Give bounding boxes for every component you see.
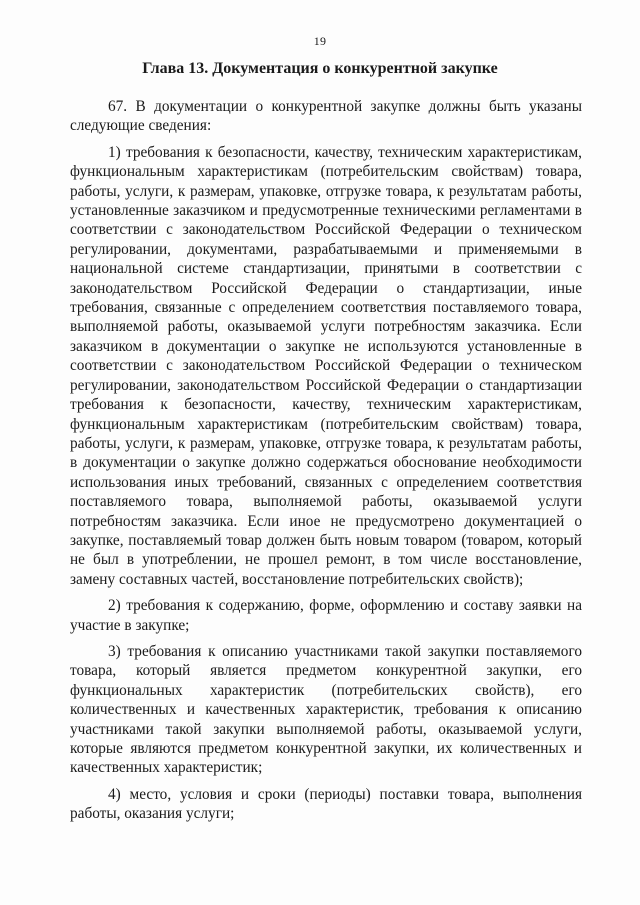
paragraph-67-intro: 67. В документации о конкурентной закупке должны быть указаны следующие сведения: [70, 98, 582, 135]
body-text [70, 97, 582, 824]
page-number: 19 [313, 34, 327, 48]
paragraph-item-3: 3) требования к описанию участниками такой закупки поставляемого товара, который является предметом конкурентной закупки, его функциональных характеристик (потребительских свойств), его количественных и качественных характеристик, требования к описанию участниками такой закупки выполняемой работы, оказываемой услуги, которые являются предметом конкурентной закупки, их количественных и качественных характеристик; [70, 642, 582, 777]
chapter-title: Глава 13. Документация о конкурентной закупке [142, 60, 498, 77]
paragraph-item-2: 2) требования к содержанию, форме, оформлению и составу заявки на участие в закупке; [70, 597, 582, 634]
paragraph-item-4: 4) место, условия и сроки (периоды) поставки товара, выполнения работы, оказания услуги; [70, 785, 582, 823]
paragraph-item-1: 1) требования к безопасности, качеству, техническим характеристикам, функциональным характеристикам (потребительским свойствам) товара, работы, услуги, к размерам, упаковке, отгрузке товара, к результатам работы, установленные заказчиком и предусмотренные техническими регламентами в соответствии с законодательством Российской Федерации о техническом регулировании, документами, разрабатываемыми и применяемыми в национальной системе стандартизации, принятыми в соответствии с законодательством Российской Федерации о стандартизации, иные требования, связанные с определением соответствия поставляемого товара, выполняемой работы, оказываемой услуги потребностям заказчика. Если заказчиком в документации о закупке не используются установленные в соответствии с законодательством Российской Федерации о техническом регулировании, законодательством Российской Федерации о стандартизации требования к безопасности, качеству, техническим характеристикам, функциональным характеристикам (потребительским свойствам) товара, работы, услуги, к размерам, упаковке, отгрузке товара, к результатам работы, в документации о закупке должно содержаться обоснование необходимости использования иных требований, связанных с определением соответствия поставляемого товара, выполняемой работы, оказываемой услуги потребностям заказчика. Если иное не предусмотрено документацией о закупке, поставляемый товар должен быть новым товаром (товаром, который не был в употреблении, не прошел ремонт, в том числе восстановление, замену составных частей, восстановление потребительских свойств); [70, 143, 582, 588]
